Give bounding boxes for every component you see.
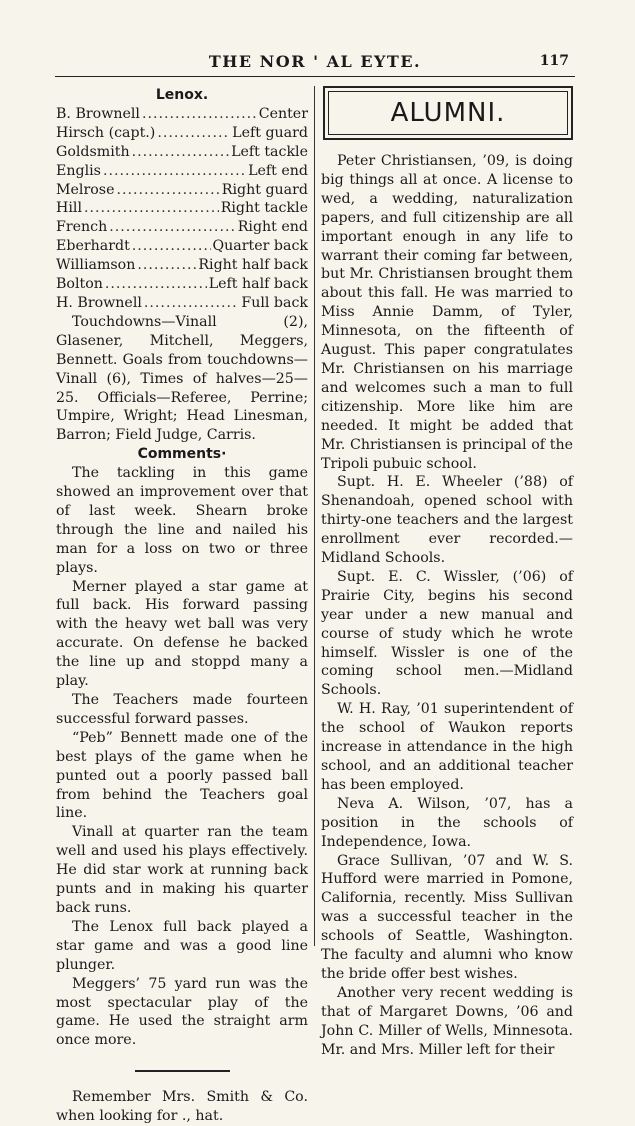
column-divider — [314, 86, 315, 946]
player-position: Right tackle — [220, 200, 308, 217]
alumni-paragraph: Peter Christiansen, ’09, is doing big things all at once. A license to wed, a wedding, naturalization papers, and full citizenship are all important enough in any life to warrant their coming far between, but Mr. Christiansen brought them about this fall. He was married to Miss Annie Damm, of Tyler, Minnesota, on the fifteenth of August. This paper congratulates Mr. Christiansen on his marriage and welcomes such a man to full citizenship. More like him are needed. It might be added that Mr. Christiansen is principal of the Tripoli pubuic school. — [321, 153, 573, 472]
comment-paragraph: Merner played a star game at full back. His forward passing with the heavy wet ball was very accurate. On defense he backed the line up and stoppd many a play. — [56, 578, 308, 690]
player-position: Right half back — [198, 257, 308, 274]
player-name: Eberhardt — [56, 238, 130, 255]
lineup-row — [56, 124, 308, 143]
comments-heading: Comments· — [137, 446, 227, 463]
player-position: Left half back — [208, 276, 308, 293]
lineup-row — [56, 143, 308, 162]
leader-dots — [137, 256, 196, 275]
leader-dots — [116, 181, 219, 200]
running-title: THE NOR ' AL EYTE. — [208, 52, 422, 71]
comment-paragraph: Vinall at quarter ran the team well and used his plays effectively. He did star work at running back punts and in making his quarter back runs. — [56, 824, 308, 916]
player-position: Left end — [248, 162, 308, 179]
leader-dots — [109, 218, 235, 237]
lineup-row — [56, 256, 308, 275]
lineup-row — [56, 162, 308, 181]
leader-dots — [132, 237, 211, 256]
comment-paragraph: Meggers’ 75 yard run was the most spectacular play of the game. He used the straight arm once more. — [56, 975, 308, 1049]
player-name: Englis — [56, 162, 101, 179]
alumni-title-box — [323, 86, 573, 140]
lineup-row — [56, 294, 308, 313]
right-column — [321, 86, 573, 1060]
player-position: Full back — [241, 294, 308, 311]
player-name: French — [56, 219, 108, 236]
player-name: Hill — [56, 200, 82, 217]
player-name: Bolton — [56, 276, 103, 293]
comment-paragraph: The Lenox full back played a star game and was a good line plunger. — [56, 918, 308, 973]
alumni-paragraph: Another very recent wedding is that of Margaret Downs, ’06 and John C. Miller of Wells, Minnesota. Mr. and Mrs. Miller left for their — [321, 984, 573, 1058]
leader-dots — [84, 199, 219, 218]
lineup-list — [56, 105, 308, 313]
alumni-paragraph: Supt. H. E. Wheeler (’88) of Shenandoah, opened school with thirty-one teachers and the largest enrollment ever recorded.—Midland Schools. — [321, 474, 573, 567]
page-number: 117 — [539, 53, 569, 69]
alumni-paragraph: W. H. Ray, ’01 superintendent of the school of Waukon reports increase in attendance in the high school, and an additional teacher has been employed. — [321, 701, 573, 793]
lineup-row — [56, 218, 308, 237]
leader-dots — [105, 275, 207, 294]
player-name: Williamson — [56, 257, 136, 274]
player-name: B. Brownell — [56, 105, 140, 122]
lineup-row — [56, 237, 308, 256]
player-name: Hirsch (capt.) — [56, 124, 156, 141]
player-name: Goldsmith — [56, 143, 130, 160]
lineup-row — [56, 275, 308, 294]
alumni-title: ALUMNI. — [328, 91, 568, 135]
comment-paragraph: The tackling in this game showed an improvement over that of last week. Shearn broke through the line and nailed his man for a loss on two or three plays. — [56, 465, 308, 576]
advertisement: Remember Mrs. Smith & Co. when looking for ., hat. — [56, 1088, 308, 1124]
game-summary: Touchdowns—Vinall (2), Glasener, Mitchell, Meggers, Bennett. Goals from touchdowns—Vinall (6), Times of halves—25—25. Officials—Referee, Perrine; Umpire, Wright; Head Linesman, Barron; Field Judge, Carris. — [56, 313, 308, 444]
alumni-paragraph: Grace Sullivan, ’07 and W. S. Hufford were married in Pomone, California, recently. Miss Sullivan was a successful teacher in the schools of Seattle, Washington. The faculty and alumni who know the bride offer best wishes. — [321, 852, 573, 982]
section-divider — [135, 1070, 230, 1072]
lineup-row — [56, 181, 308, 200]
comment-paragraph: The Teachers made fourteen successful forward passes. — [56, 692, 308, 727]
alumni-notes — [321, 152, 573, 1060]
lineup-heading: Lenox. — [155, 87, 209, 103]
alumni-paragraph: Supt. E. C. Wissler, (’06) of Prairie City, begins his second year under a new manual and course of study which he wrote himself. Wissler is one of the coming school men.—Midland Schools. — [321, 568, 573, 699]
lineup-row — [56, 199, 308, 218]
lineup-row — [56, 105, 308, 124]
comments-section — [56, 464, 308, 1050]
leader-dots — [103, 162, 246, 181]
player-position: Quarter back — [212, 238, 308, 255]
leader-dots — [142, 105, 257, 124]
comment-paragraph: “Peb” Bennett made one of the best plays of the game when he punted out a poorly passed ball from behind the Teachers goal line. — [56, 729, 308, 822]
leader-dots — [132, 143, 229, 162]
player-name: Melrose — [56, 181, 115, 198]
player-position: Left tackle — [231, 143, 308, 160]
leader-dots — [144, 294, 239, 313]
alumni-paragraph: Neva A. Wilson, ’07, has a position in the schools of Independence, Iowa. — [321, 795, 573, 850]
left-column — [56, 86, 308, 1126]
player-position: Center — [258, 105, 308, 122]
player-name: H. Brownell — [56, 294, 142, 311]
leader-dots — [157, 124, 230, 143]
player-position: Right guard — [221, 181, 308, 198]
player-position: Right end — [237, 219, 308, 236]
player-position: Left guard — [232, 124, 308, 141]
page-header — [55, 50, 575, 77]
